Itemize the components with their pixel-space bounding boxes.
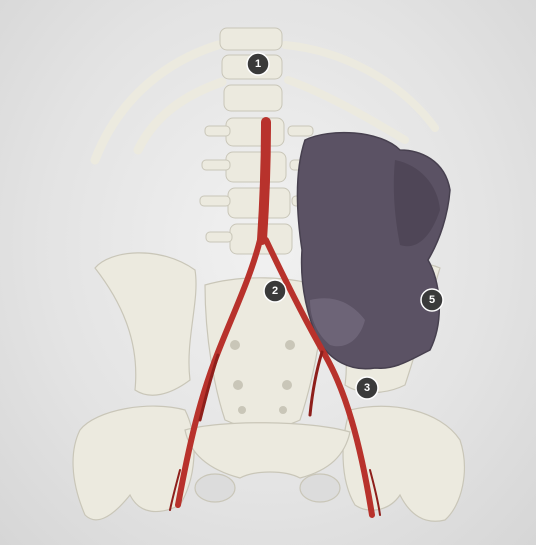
rib-left-lower bbox=[138, 82, 222, 150]
annotation-marker-1-label: 1 bbox=[254, 58, 262, 70]
pubic-arch bbox=[185, 423, 350, 478]
abdominal-aorta[interactable] bbox=[262, 122, 266, 240]
annotation-marker-3-label: 3 bbox=[363, 382, 371, 394]
annotation-marker-2-label: 2 bbox=[271, 285, 279, 297]
annotation-marker-5-label: 5 bbox=[428, 294, 436, 306]
annotation-marker-1[interactable] bbox=[247, 53, 269, 75]
renal-mass[interactable] bbox=[297, 133, 450, 369]
annotation-marker-3[interactable] bbox=[356, 377, 378, 399]
vertebra-t12 bbox=[220, 28, 282, 50]
rib-left-upper bbox=[95, 45, 218, 160]
annotation-marker-2[interactable] bbox=[264, 280, 286, 302]
left-iliac-wing bbox=[95, 253, 196, 395]
annotation-marker-5[interactable] bbox=[421, 289, 443, 311]
